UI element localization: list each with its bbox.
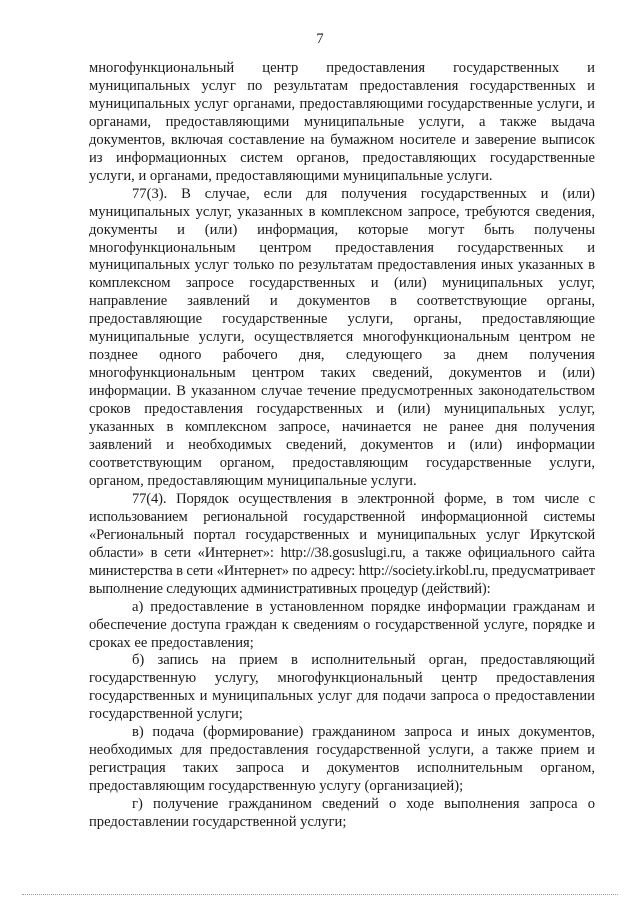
list-item-a: а) предоставление в установленном порядке информации гражданам и обеспечение доступа граждан к сведениям о государственной услуге, порядке и сроках ее предоставления; [89,598,595,651]
paragraph-item-77-3: 77(3). В случае, если для получения государственных и (или) муниципальных услуг, указанных в комплексном запросе, требуются сведения, документы и (или) информация, которые могут быть получены многофункциональным центром предоставления государственных и муниципальных услуг только по результатам предоставления иных указанных в комплексном запросе государственных и (или) муниципальных услуг, направление заявлений и документов в соответствующие органы, предоставляющие государственные услуги, органы, предоставляющие муниципальные услуги, осуществляется многофункциональным центром не позднее одного рабочего дня, следующего за днем получения многофункциональным центром таких сведений, документов и (или) информации. В указанном случае течение предусмотренных законодательством сроков предоставления государственных и (или) муниципальных услуг, указанных в комплексном запросе, начинается не ранее дня получения заявлений и необходимых сведений, документов и (или) информации соответствующим органом, предоставляющим государственные услуги, органом, предоставляющим муниципальные услуги. [89,185,595,489]
list-item-v: в) подача (формирование) гражданином запроса и иных документов, необходимых для предоставления государственной услуги, а также прием и регистрация таких запроса и документов исполнительным органом, предоставляющим государственную услугу (организацией); [89,724,595,795]
page-number: 7 [316,31,324,47]
paragraph-item-77-4: 77(4). Порядок осуществления в электронной форме, в том числе с использованием региональной государственной информационной системы «Региональный портал государственных и муниципальных услуг Иркутской области» в сети «Интернет»: http://38.gosuslugi.ru, а также официального сайта министерства в сети «Интернет» по адресу: http://society.irkobl.ru, предусматривает выполнение следующих административных процедур (действий): [89,490,595,597]
list-item-g: г) получение гражданином сведений о ходе выполнения запроса о предоставлении государственной услуги; [89,796,595,831]
page-bottom-divider [22,894,618,895]
document-body [89,60,595,832]
list-item-b: б) запись на прием в исполнительный орган, предоставляющий государственную услугу, многофункциональный центр предоставления государственных и муниципальных услуг для подачи запроса о предоставлении государственной услуги; [89,652,595,723]
paragraph-continuation: многофункциональный центр предоставления государственных и муниципальных услуг по результатам предоставления государственных и муниципальных услуг органами, предоставляющими государственные услуги, и органами, предоставляющими муниципальные услуги, а также выдача документов, включая составление на бумажном носителе и заверение выписок из информационных систем органов, предоставляющих государственные услуги, и органами, предоставляющими муниципальные услуги. [89,60,595,184]
